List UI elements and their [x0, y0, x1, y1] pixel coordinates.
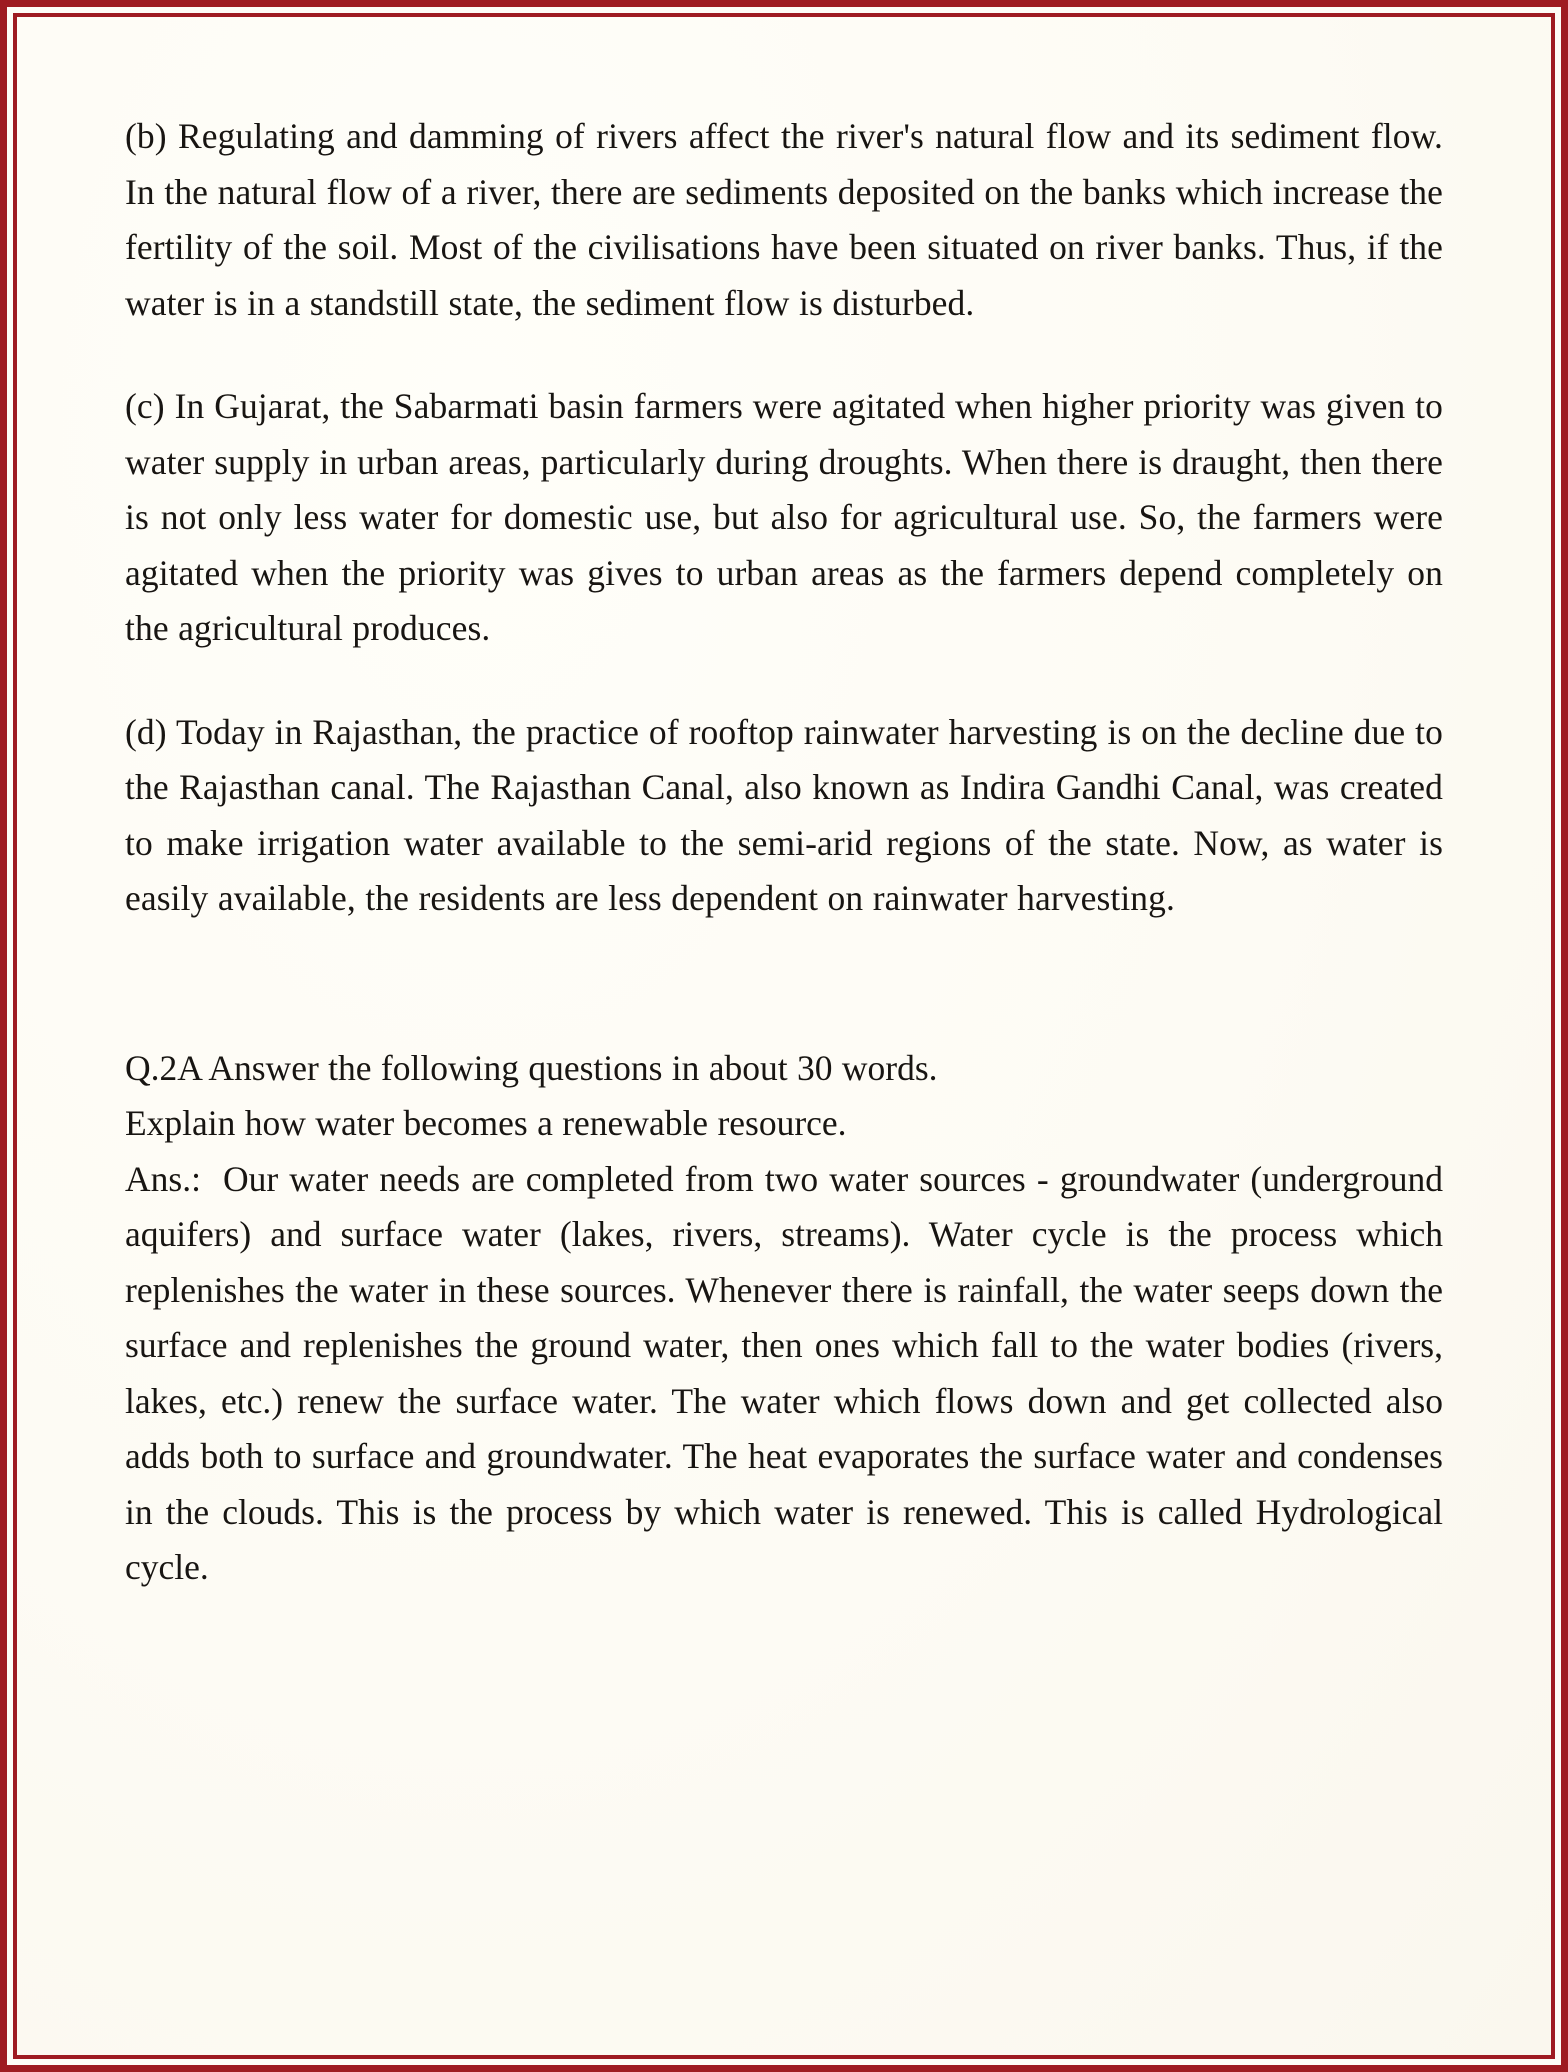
answer-paragraph [125, 1152, 1443, 1596]
paragraph-b: (b) Regulating and damming of rivers affect the river's natural flow and its sediment flow. In the natural flow of a river, there are sediments deposited on the banks which increase the fertility of the soil. Most of the civilisations have been situated on river banks. Thus, if the water is in a standstill state, the sediment flow is disturbed. [125, 116, 1443, 323]
paragraph-c: (c) In Gujarat, the Sabarmati basin farmers were agitated when higher priority was given to water supply in urban areas, particularly during droughts. When there is draught, then there is not only less water for domestic use, but also for agricultural use. So, the farmers were agitated when the priority was gives to urban areas as the farmers depend completely on the agricultural produces. [125, 386, 1443, 648]
answer-label: Ans.: [125, 1158, 201, 1199]
document-body [17, 17, 1551, 2055]
question-text: Explain how water becomes a renewable resource. [125, 1103, 847, 1143]
page-inner-border [13, 13, 1555, 2059]
question-block [125, 1041, 1443, 1596]
question-heading: Q.2A Answer the following questions in about 30 words. [125, 1047, 938, 1088]
section-spacer [125, 975, 1443, 1041]
paragraph-d: (d) Today in Rajasthan, the practice of rooftop rainwater harvesting is on the decline due to the Rajasthan canal. The Rajasthan Canal, also known as Indira Gandhi Canal, was created to make irrigation water available to the semi-arid regions of the state. Now, as water is easily available, the residents are less dependent on rainwater harvesting. [125, 711, 1443, 918]
answer-text: Our water needs are completed from two water sources - groundwater (underground aquifers) and surface water (lakes, rivers, streams). Water cycle is the process which replenishes the water in these sources. Whenever there is rainfall, the water seeps down the surface and replenishes the ground water, then ones which fall to the water bodies (rivers, lakes, etc.) renew the surface water. The water which flows down and get collected also adds both to surface and groundwater. The heat evaporates the surface water and condenses in the clouds. This is the process by which water is renewed. This is called Hydrological cycle. [125, 1158, 1443, 1587]
